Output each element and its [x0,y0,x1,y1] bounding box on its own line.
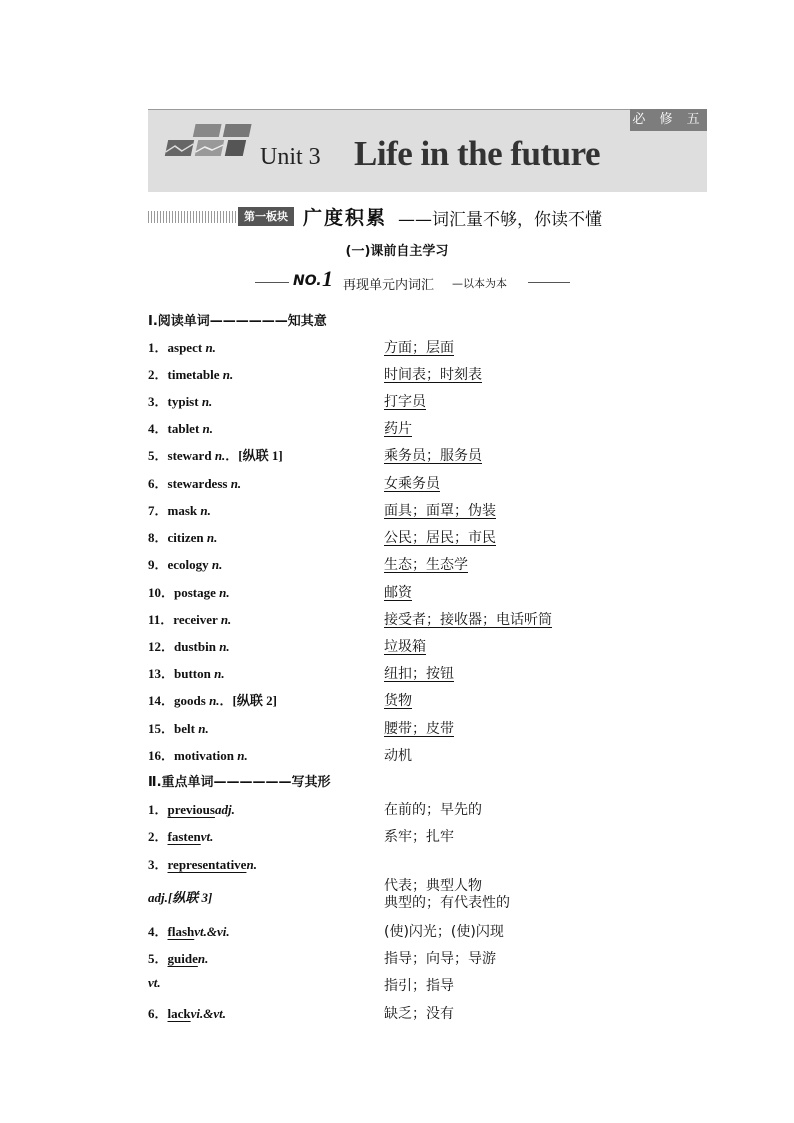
part-of-speech: n. [198,721,209,736]
meaning: 指导；向导；导游 [384,951,496,967]
word: timetable [167,367,220,382]
item-number: 8． [148,530,168,545]
item-number: 1． [148,802,168,817]
item-number: 14． [148,693,175,708]
meaning: 公民；居民；市民 [384,530,496,546]
meaning-line-2: 典型的；有代表性的 [384,895,510,911]
meaning: 垃圾箱 [384,639,426,655]
answer-word: flash [167,924,195,939]
word-entry [148,887,212,906]
part-of-speech: n. [219,585,230,600]
item-number: 6． [148,1006,168,1021]
word: citizen [167,530,204,545]
word-entry [148,554,222,573]
word-entry [148,337,216,356]
part-of-speech: n. [214,666,225,681]
meaning: 生态；生态学 [384,557,468,573]
list-item [148,337,668,359]
meaning: (使)闪光；(使)闪现 [384,924,504,940]
list-item [148,500,668,522]
group1-title: Ⅰ.阅读单词——————知其意 [148,314,327,329]
rule-left [255,282,289,283]
part-of-speech: vi.&vt. [190,1006,227,1021]
word-entry [148,582,230,601]
part-of-speech: n. [209,693,220,708]
item-number: 13． [148,666,175,681]
meaning: 系牢；扎牢 [384,829,454,845]
item-number: 3． [148,394,168,409]
word-entry [148,418,213,437]
meaning: 动机 [384,748,412,764]
meaning: 指引；指导 [384,978,454,994]
part-of-speech: n. [220,612,232,627]
word-entry [148,527,217,546]
unit-label: Unit 3 [260,144,321,170]
no-number: 1 [322,266,333,291]
part-of-speech: adj. [214,802,235,817]
word-entry [148,799,235,818]
meaning-line-1: 代表；典型人物 [384,878,482,894]
list-item [148,826,668,848]
word-entry [148,636,230,655]
word: ecology [167,557,209,572]
word: typist [167,394,199,409]
part-of-speech: n. [219,639,230,654]
no1-subtitle: —以本为本 [452,277,507,290]
part-of-speech: n. [201,394,213,409]
meaning: 纽扣；按钮 [384,666,454,682]
meaning: 邮资 [384,585,412,601]
unit-title: Life in the future [354,134,601,173]
answer-word: representative [167,857,247,872]
item-number: 4． [148,421,168,436]
unit-banner [148,109,707,192]
item-number: 6． [148,476,168,491]
rule-right [528,282,570,283]
word-entry [148,745,248,764]
meaning [384,878,510,912]
part-of-speech: vt. [148,975,161,990]
textbook-tag: 必 修 五 [630,109,707,131]
item-number: 3． [148,857,168,872]
list-item [148,473,668,495]
part-of-speech: n. [230,476,242,491]
item-number: 1． [148,340,168,355]
no1-heading [255,268,570,296]
meaning: 面具；面罩；伪装 [384,503,496,519]
list-item [148,609,668,631]
word-entry [148,500,211,519]
list-item [148,745,668,767]
list-item [148,718,668,740]
item-number: 16． [148,748,175,763]
meaning: 时间表；时刻表 [384,367,482,383]
part-of-speech: vt.&vi. [194,924,230,939]
word: aspect [167,340,203,355]
part-of-speech: n. [205,340,216,355]
word-entry [148,690,277,709]
meaning: 在前的；早先的 [384,802,482,818]
list-item [148,690,668,712]
note: ．[纵联 2] [219,693,277,708]
word: belt [174,721,195,736]
word: stewardess [167,476,228,491]
item-number: 12． [148,639,175,654]
word: goods [174,693,206,708]
part-of-speech: n. [246,857,257,872]
note: ．[纵联 1] [225,448,283,463]
word-entry [148,1003,226,1022]
word-entry [148,391,212,410]
list-item [148,527,668,549]
word: steward [167,448,212,463]
list-item [148,582,668,604]
subheading: (一)课前自主学习 [345,244,449,259]
list-item [148,364,668,386]
decorative-hatch [148,211,238,223]
word: mask [167,503,198,518]
word-entry [148,609,231,628]
word: receiver [173,612,218,627]
word: button [174,666,211,681]
meaning: 药片 [384,421,412,437]
part-of-speech: adj.[纵联 3] [148,890,213,905]
word-entry [148,948,208,967]
list-item [148,391,668,413]
word-entry [148,975,161,991]
list-item [148,554,668,576]
item-number: 10． [148,585,175,600]
part-of-speech: n. [211,557,223,572]
list-item [148,975,668,997]
item-number: 4． [148,924,168,939]
section-tag: 第一板块 [238,207,294,226]
list-item [148,921,668,943]
answer-word: previous [167,802,215,817]
item-number: 11． [148,612,174,627]
part-of-speech: n. [197,951,209,966]
answer-word: guide [167,951,198,966]
word: dustbin [174,639,216,654]
meaning: 乘务员；服务员 [384,448,482,464]
meaning: 货物 [384,693,412,709]
list-item [148,418,668,440]
meaning: 打字员 [384,394,426,410]
list-item [148,636,668,658]
word-entry [148,854,257,873]
word: postage [174,585,216,600]
word-entry [148,826,213,845]
no1-title: 再现单元内词汇 [343,278,435,293]
part-of-speech: n. [222,367,234,382]
list-item [148,854,668,876]
word-entry [148,663,225,682]
item-number: 2． [148,367,168,382]
word-entry [148,364,233,383]
meaning: 接受者；接收器；电话听筒 [384,612,552,628]
item-number: 9． [148,557,168,572]
word-entry [148,473,241,492]
meaning: 方面；层面 [384,340,454,356]
list-item [148,948,668,970]
item-number: 5． [148,951,168,966]
word-entry [148,921,230,940]
part-of-speech: n. [237,748,248,763]
part-of-speech: n. [202,421,214,436]
section-main-title: 广度积累 [303,207,388,229]
item-number: 7． [148,503,168,518]
section-header [148,205,668,229]
answer-word: fasten [167,829,201,844]
list-item [148,878,668,911]
list-item [148,1003,668,1025]
part-of-speech: vt. [200,829,214,844]
list-item [148,799,668,821]
section-subtitle: ——词汇量不够，你读不懂 [398,210,602,230]
item-number: 15． [148,721,175,736]
meaning: 女乘务员 [384,476,440,492]
word: motivation [174,748,234,763]
meaning: 缺乏；没有 [384,1006,454,1022]
word-entry [148,445,283,464]
no-prefix: NO. [293,273,322,289]
word-entry [148,718,209,737]
list-item [148,663,668,685]
list-item [148,445,668,467]
item-number: 2． [148,829,168,844]
landscape-photo-logo [158,122,253,162]
group2-title: Ⅱ.重点单词——————写其形 [148,775,331,790]
item-number: 5． [148,448,168,463]
answer-word: lack [167,1006,191,1021]
part-of-speech: n. [206,530,218,545]
word: tablet [167,421,200,436]
part-of-speech: n. [200,503,211,518]
part-of-speech: n. [214,448,226,463]
meaning: 腰带；皮带 [384,721,454,737]
